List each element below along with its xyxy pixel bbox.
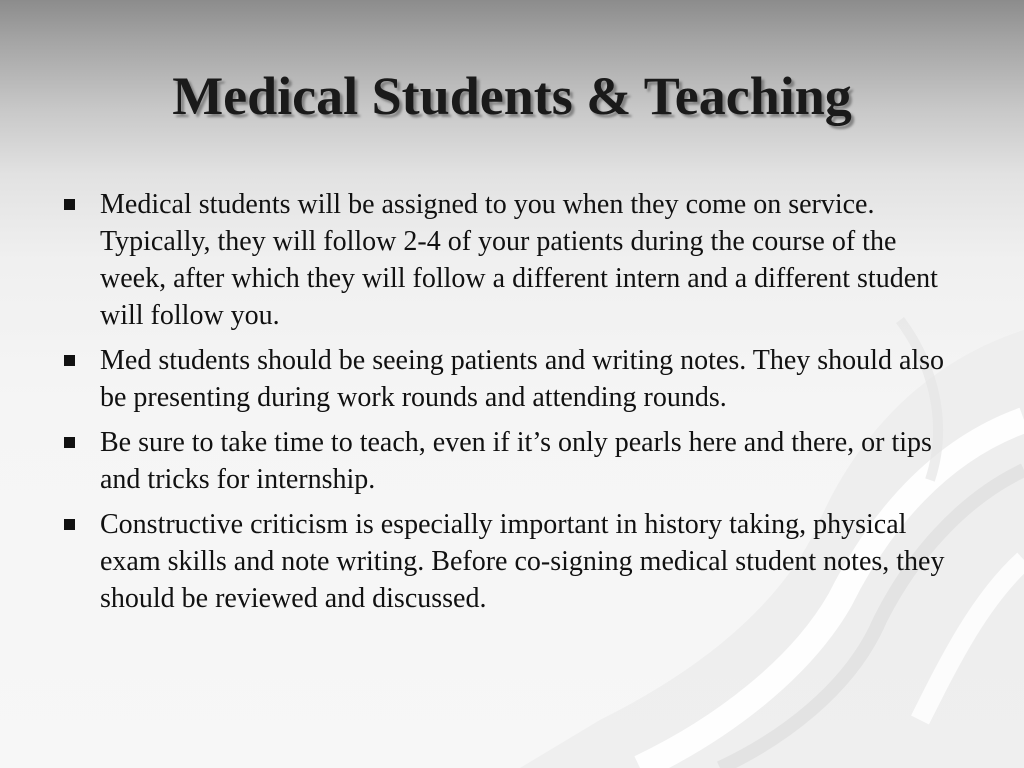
bullet-list	[60, 186, 960, 625]
square-bullet-icon	[64, 199, 75, 210]
square-bullet-icon	[64, 437, 75, 448]
bullet-item	[60, 424, 960, 498]
bullet-text: Med students should be seeing patients and writing notes. They should also be presenting during work rounds and attending rounds.	[100, 345, 945, 413]
square-bullet-icon	[64, 355, 75, 366]
bullet-text: Constructive criticism is especially important in history taking, physical exam skills and note writing. Before co-signing medical student notes, they should be reviewed and discussed.	[100, 509, 945, 614]
bullet-text: Be sure to take time to teach, even if it’s only pearls here and there, or tips and tricks for internship.	[100, 427, 932, 495]
square-bullet-icon	[64, 519, 75, 530]
bullet-text: Medical students will be assigned to you when they come on service. Typically, they will follow 2-4 of your patients during the course of the week, after which they will follow a different intern and a different student will follow you.	[100, 189, 938, 331]
bullet-item	[60, 342, 960, 416]
bullet-item	[60, 506, 960, 617]
slide-title: Medical Students & Teaching	[172, 66, 852, 126]
bullet-item	[60, 186, 960, 334]
